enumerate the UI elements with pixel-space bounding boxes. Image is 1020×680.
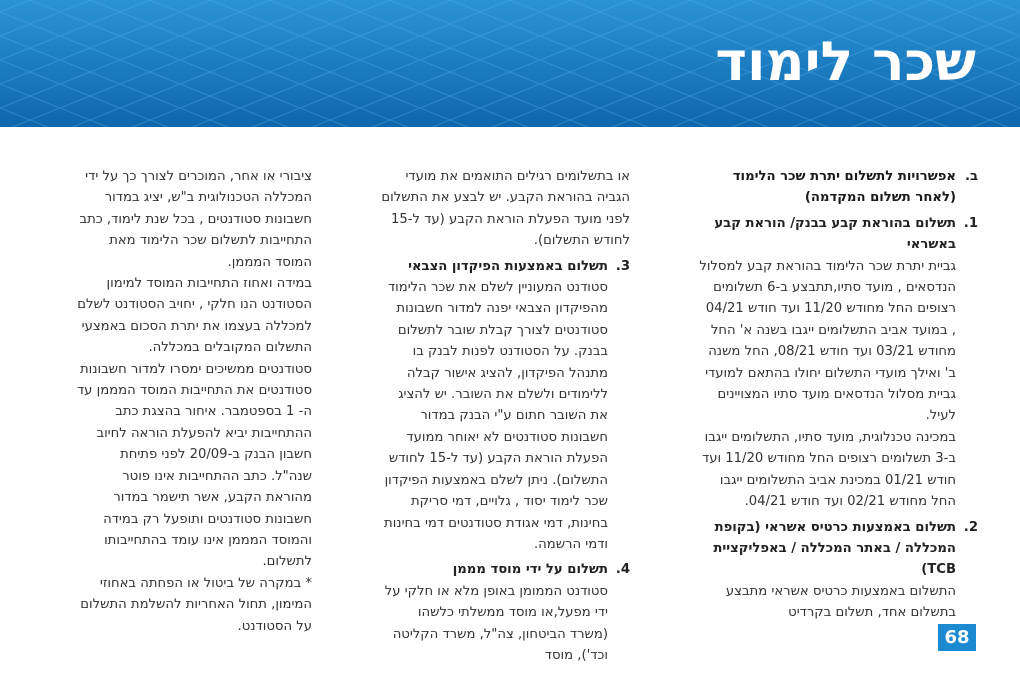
- left-column: [77, 166, 312, 637]
- paragraph: במידה ואחוז התחייבות המוסד למימון הסטודנט הנו חלקי , יחויב הסטודנט לשלם למכללה בעצמו את יתרת הסכום באמצעי התשלום המקובלים במכללה.: [77, 276, 312, 356]
- section-number: ב.: [964, 169, 978, 184]
- paragraph: או בתשלומים רגילים התואמים את מועדי הגביה בהוראת הקבע. יש לבצע את התשלום לפני מועד הפעלת הוראת הקבע (עד ל-15 לחודש התשלום).: [381, 169, 630, 249]
- item-2: [698, 517, 978, 624]
- item-number: 4.: [615, 562, 630, 578]
- right-column: [698, 166, 978, 624]
- section-b: [698, 166, 978, 209]
- item-number: 3.: [615, 258, 630, 274]
- paragraph: סטודנטים ממשיכים ימסרו למדור חשבונות סטודנטים את התחייבות המוסד המממן עד ה- 1 בספטמבר. איחור בהצגת כתב ההתחייבות יביא להפעלת הוראה לחיוב חשבון הבנק ב-20/09 לפני פתיחת שנה"ל. כתב ההתחייבות אינו פוטר מהוראת הקבע, אשר תישמר במדור חשבונות סטודנטים ותופעל רק במידה והמוסד המממן אינו עומד בהתחייבותו לתשלום.: [76, 361, 312, 570]
- paragraph: ציבורי או אחר, המוכרים לצורך כך על ידי המכללה הטכנולוגית ב"ש, יציג במדור חשבונות סטודנטים , בכל שנת לימוד, כתב התחייבות לתשלום שכר הלימוד מאת המוסד המממן.: [79, 169, 312, 270]
- item-number: 2.: [963, 519, 978, 535]
- paragraph: גביית יתרת שכר הלימוד בהוראת קבע למסלול הנדסאים , מועד סתיו,תתבצע ב-6 תשלומים רצופים החל מחודש 11/20 ועד חודש 04/21 , במועד אביב התשלומים ייגבו בשנה א' החל מחודש 03/21 ועד חודש 08/21, החל משנה ב' ואילך מועדי התשלום יחולו בהתאם למועדי גביית מסלול הנדסאים מועד סתיו המצויינים לעיל.: [699, 258, 956, 424]
- page-number: 68: [938, 624, 976, 651]
- paragraph: סטודנט הממומן באופן מלא או חלקי על ידי מפעל,או מוסד ממשלתי כלשהו (משרד הביטחון, צה"ל, משרד הקליטה וכד'), מוסד: [384, 583, 608, 663]
- middle-column: [380, 166, 630, 666]
- paragraph: במכינה טכנלוגית, מועד סתיו, התשלומים ייגבו ב-3 תשלומים רצופים החל מחודש 11/20 ועד חודש 01/21 במכינת אביב התשלומים ייגבו החל מחודש 02/21 ועד חודש 04/21.: [702, 429, 956, 510]
- item-heading: תשלום בהוראת קבע בבנק/ הוראת קבע באשראי: [714, 215, 956, 253]
- item-heading: תשלום על ידי מוסד מממן: [452, 562, 608, 578]
- paragraph: * במקרה של ביטול או הפחתה באחוזי המימון, תחול האחריות להשלמת התשלום על הסטודנט.: [80, 575, 312, 634]
- header-banner: [0, 0, 1020, 127]
- item-3: [380, 256, 630, 556]
- paragraph: התשלום באמצעות כרטיס אשראי מתבצע בתשלום אחד, תשלום בקרדיט: [725, 583, 956, 621]
- paragraph: סטודנט המעוניין לשלם את שכר הלימוד מהפיקדון הצבאי יפנה למדור חשבונות סטודנטים לצורך קבלת שובר לתשלום בבנק. על הסטודנט לפנות לבנק בו מתנהל הפיקדון, להציג אישור קבלה ללימודים ולשלם את השובר. יש להציג את השובר חתום ע"י הבנק במדור חשבונות סטודנטים לא יאוחר ממועד הפעלת הוראת הקבע (עד ל-15 לחודש התשלום). ניתן לשלם באמצעות הפיקדון שכר לימוד יסוד , גלויים, דמי סריקת בחינות, דמי אגודת סטודנטים דמי בחינות ודמי הרשמה.: [384, 280, 608, 552]
- item-4: [380, 559, 630, 666]
- section-heading: אפשרויות לתשלום יתרת שכר הלימוד (לאחר תשלום המקדמה): [732, 169, 956, 206]
- item-heading: תשלום באמצעות כרטיס אשראי (בקופת המכללה / באתר המכללה / באפליקציית TCB): [713, 519, 956, 578]
- page-title: שכר לימוד: [715, 30, 976, 93]
- item-number: 1.: [963, 215, 978, 231]
- item-heading: תשלום באמצעות הפיקדון הצבאי: [408, 258, 608, 274]
- item-1: [698, 213, 978, 513]
